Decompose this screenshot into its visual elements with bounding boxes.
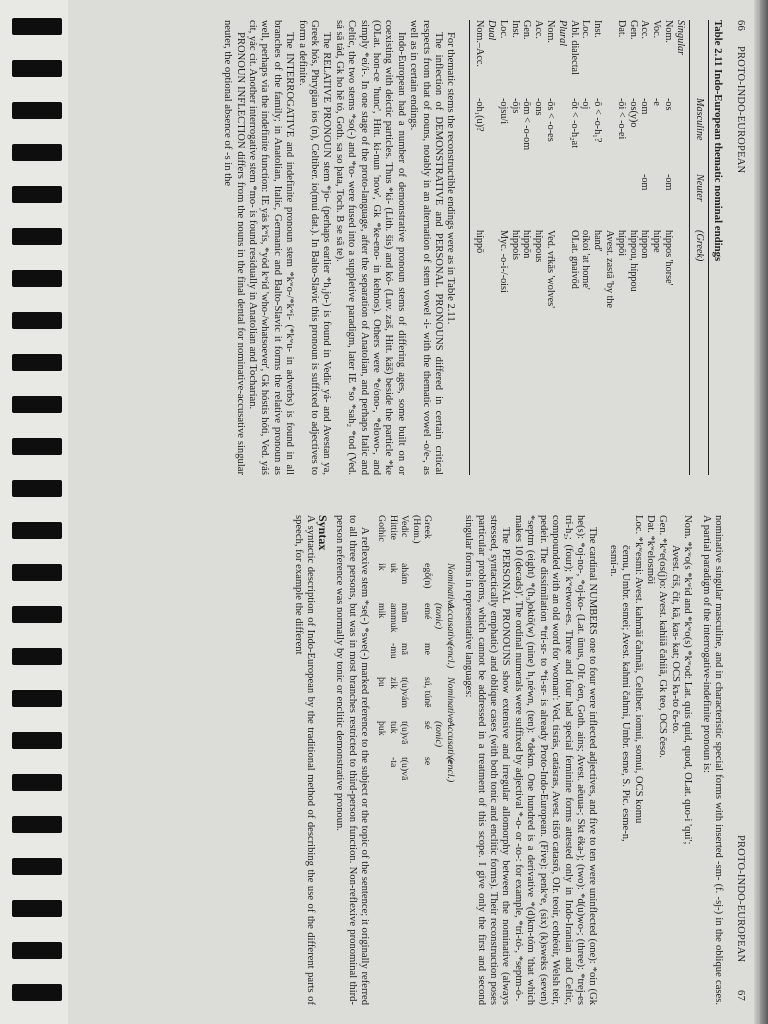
binding-coil bbox=[12, 354, 62, 371]
pronoun-header: Accusative (tonic) bbox=[433, 721, 456, 764]
table-cell: Abl. dialectal bbox=[568, 20, 580, 75]
paradigm-line: Nom. *kʷo(s *kʷid and *kʷo(s) *kʷod: Lat. quis quid, quod, OLat. quo-i 'qui'; bbox=[682, 515, 694, 845]
table-cell: Nom.–Acc. bbox=[474, 20, 486, 67]
table-cell: -os bbox=[663, 98, 674, 111]
binding-coil bbox=[12, 144, 62, 161]
pronoun-header: (encl.) bbox=[444, 643, 456, 669]
table-cell: mik bbox=[376, 603, 388, 619]
table-cell: Hittite bbox=[387, 515, 399, 541]
table-cell: híppōn bbox=[521, 230, 533, 259]
table-cell bbox=[509, 174, 521, 230]
section-heading-syntax: Syntax bbox=[315, 515, 330, 551]
table-cell: -ōm < -o-om bbox=[521, 98, 533, 151]
table-cell: Inst. bbox=[509, 20, 521, 38]
table-cell: hand' bbox=[592, 230, 604, 252]
binding-coil bbox=[12, 480, 62, 497]
table-cell: híppou, híppou bbox=[627, 230, 639, 292]
binding-coil bbox=[12, 18, 62, 35]
table-cell: egṓ(n) bbox=[422, 563, 434, 589]
table-cell: Vedic bbox=[399, 515, 411, 538]
page-edge-shadow bbox=[760, 0, 768, 1024]
table-row bbox=[473, 20, 485, 475]
right-running-head: PROTO-INDO-EUROPEAN bbox=[735, 835, 746, 963]
binding-coil bbox=[12, 522, 62, 539]
table-cell: zik bbox=[387, 677, 399, 689]
table-row bbox=[497, 20, 509, 475]
table-cell: mām bbox=[399, 603, 411, 623]
table-cell: se bbox=[422, 757, 434, 766]
right-page-number: 67 bbox=[735, 990, 746, 1001]
binding-coil bbox=[12, 774, 62, 791]
paradigm-line: Gen. *kʷe(os(j)o: Avest. kahiiā čahiiā, Gk teo, OCS česo. bbox=[657, 515, 669, 758]
table-cell: -ōs < -o-es bbox=[545, 98, 557, 142]
table-cell: Gen. bbox=[521, 20, 533, 40]
table-cell: ammuk bbox=[387, 603, 399, 633]
body-paragraph: A reflexive stem *se(-) *swe(-) marked reference to the subject or the topic of the sentence; it originally referred to all three persons, but was in most branches restricted to third-person function. Non-reflexive pronominal third-person reference was normally by tonic or enclitic demonstrative pronoun. bbox=[334, 515, 371, 1005]
paradigm-line: Avest. čiš, čit, kā, kas- kat; OCS kъ-to čь-to. bbox=[669, 545, 681, 734]
table-cell: -mu bbox=[387, 643, 399, 659]
table-cell: Gen. bbox=[627, 20, 639, 40]
table-cell: -ojsu/i bbox=[497, 98, 509, 125]
binding-coil bbox=[12, 102, 62, 119]
table-cell: Voc. bbox=[651, 20, 663, 39]
body-paragraph: The INTERROGATIVE and indefinite pronoun stem *kʷo-/*kʷi- (*kʷu- in adverbs) is found in all branches of the family; in Anatolian, Italic, Germanic and Balto-Slavic it forms the relative pronoun as well, perhaps via the indefinite function: IE yás kʷís, *yód kʷíd 'who-/whatsoever', Gk hóstis hóti, Ved. yáś cit, yác cit. Another interrogative stem *mo- is found residually in Anatolian and Tocharian. bbox=[246, 20, 296, 475]
table-cell: híppos 'horse' bbox=[663, 230, 674, 286]
table-cell: Ved. vŕkās 'wolves' bbox=[545, 230, 557, 309]
binding-coil bbox=[12, 396, 62, 413]
body-paragraph: nominative singular masculine, and in characteristic special forms with inserted -sm- (f. -sj-) in the oblique cases. A partial paradigm of the interrogative-indefinite pronoun is: bbox=[700, 515, 724, 1005]
table-caption: Table 2.11 Indo-European thematic nominal endings bbox=[712, 20, 724, 262]
binding-coil bbox=[12, 312, 62, 329]
table-row bbox=[376, 515, 387, 1005]
table-row bbox=[591, 20, 603, 475]
left-running-head: PROTO-INDO-EUROPEAN bbox=[735, 46, 746, 174]
table-cell: -ōi < -o-ei bbox=[615, 98, 627, 140]
body-paragraph: The cardinal NUMBERS one to four were inflected adjectives, and five to ten were uninflected (one): *oin (Gk he(s): *oj-no-, *oj-ko- (Lat. ūnus, OIr. óen, Goth. ains; Avest. aēuua-; Skt éka-); (two): *d(u)wo-; (three): *trej-es tri-h₂; (four); kʷetwor-es. Three and four had special feminine forms attested only in Indo-Iranian and Celtic, compounded with an old word for 'woman': Ved. tisrás, catásras, Avest. tišrō catasrō, OIr. teoir, cethéoir, Welsh teir, pedeir. The dissimilation *tri-sr- to *ti-sr- is already Proto-Indo-European. (Five): penkʷe, (six) (k)sweks (seven) *septm (eight) *(h₃)oktō(w) (nine) h₁néwn, (ten): *dekm. One hundred is a derivative *(d)km-tóm 'that which makes 10 (decads)'. The ordinal numerals were suffixed by adjectival *-o- or -to-: for example, *tri-tó-, *septm-ó-. bbox=[512, 515, 599, 1005]
binding-coil bbox=[12, 60, 62, 77]
table-header bbox=[693, 20, 705, 98]
binding-coil bbox=[12, 732, 62, 749]
paradigm-line: Dat. *kʷelosmōi bbox=[644, 515, 656, 585]
table-cell: Inst. bbox=[592, 20, 604, 38]
table-row bbox=[615, 20, 627, 475]
table-cell: mā bbox=[399, 643, 411, 655]
paradigm-line: čemu, Umbr. esmei; Avest. kahmi čahmi, Umbr. esme, S. Pic. esme-n, bbox=[620, 545, 632, 842]
table-row bbox=[521, 20, 533, 475]
binding-coil bbox=[12, 438, 62, 455]
binding-coil bbox=[12, 984, 62, 1001]
body-paragraph: The inflection of DEMONSTRATIVE and PERSONAL PRONOUNS differed in certain critical respects from that of nouns, notably in an alternation of stem vowel -i- with the thematic vowel -o/e-, as well as in certain endings. bbox=[408, 20, 445, 475]
table-cell: Myc. -o-i-/-oisi bbox=[497, 230, 509, 293]
table-header: Neuter bbox=[693, 174, 705, 202]
table-cell bbox=[376, 643, 387, 677]
table-cell: uk bbox=[387, 563, 399, 573]
table-cell bbox=[568, 174, 580, 230]
table-row bbox=[568, 20, 580, 475]
table-cell: híppōi bbox=[615, 230, 627, 257]
table-cell bbox=[473, 174, 485, 230]
table-cell: ik bbox=[376, 563, 388, 571]
table-cell: -ons bbox=[533, 98, 545, 116]
table-cell: -om bbox=[639, 98, 651, 115]
binding-coil bbox=[12, 228, 62, 245]
table-cell bbox=[591, 174, 603, 230]
binding-coil bbox=[12, 690, 62, 707]
table-cell bbox=[615, 174, 627, 230]
table-cell: Avest. zastā 'by the bbox=[604, 230, 616, 309]
table-cell: me bbox=[422, 643, 434, 655]
table-row bbox=[627, 20, 639, 475]
binding-coil bbox=[12, 270, 62, 287]
table-cell: tuk bbox=[387, 721, 399, 734]
table-cell bbox=[532, 174, 544, 230]
table-bottom-rule bbox=[469, 20, 470, 475]
table-cell: -ōjs bbox=[509, 98, 521, 114]
pronoun-table-rows bbox=[376, 515, 433, 1005]
table-row bbox=[509, 20, 521, 475]
binding-coil bbox=[12, 648, 62, 665]
pronoun-table-header bbox=[433, 515, 456, 1005]
paradigm-line: Loc. *kʷesmi: Avest. kahmāi čahmāi, Celtiber. iomui, somui, OCS komu bbox=[632, 515, 644, 824]
pronoun-header bbox=[433, 515, 456, 563]
table-cell: þu bbox=[376, 677, 388, 687]
table-cell bbox=[544, 174, 556, 230]
table-cell bbox=[497, 174, 509, 230]
table-header: Masculine bbox=[693, 98, 705, 141]
table-cell bbox=[627, 174, 639, 230]
pronoun-header: (encl.) bbox=[444, 757, 456, 783]
table-cell: Nom. bbox=[663, 20, 674, 43]
body-paragraph: The PERSONAL PRONOUNS show extensive and irregular allomorphy between the nominative (always stressed, syntactically emphatic) and oblique cases (with both tonic and enclitic forms). Their reconstruction poses particular problems, which cannot be addressed in a treatment of this scope. I give only the first and second singular forms in representative languages: bbox=[463, 515, 512, 1005]
table-cell: -ta bbox=[387, 757, 399, 768]
table-cell: -e bbox=[651, 98, 663, 106]
table-singular-rows bbox=[568, 20, 674, 475]
table-row bbox=[580, 20, 592, 475]
table-cell bbox=[580, 174, 592, 230]
table-cell: híppō bbox=[474, 230, 486, 254]
table-cell: Loc. bbox=[497, 20, 509, 39]
table-cell: ahám bbox=[399, 563, 411, 585]
table-plural-rows bbox=[497, 20, 556, 475]
binding-coil bbox=[12, 606, 62, 623]
table-row bbox=[399, 515, 410, 1005]
table-cell: emé bbox=[422, 603, 434, 620]
table-cell: híppe bbox=[651, 230, 663, 253]
pronoun-header: Nominative bbox=[444, 563, 456, 609]
binding-coil bbox=[12, 564, 62, 581]
table-row bbox=[532, 20, 544, 475]
table-row bbox=[639, 20, 651, 475]
table-cell bbox=[650, 174, 662, 230]
body-paragraph: PRONOUN INFLECTION differs from the nouns in the final dental for nominative-accusative singular neuter, the optional absence of -s in the bbox=[222, 20, 246, 475]
table-cell: OLat. gnaivōd bbox=[568, 230, 580, 289]
table-cell: sé bbox=[422, 721, 434, 730]
table-cell: -ōt < -o-h₂at bbox=[568, 98, 580, 149]
paradigm-line: esmí-n. bbox=[607, 545, 619, 577]
table-section-label: Plural bbox=[556, 20, 568, 47]
table-row bbox=[410, 515, 433, 1005]
table-cell: sú, túnē bbox=[422, 677, 434, 708]
table-dual-rows bbox=[473, 20, 485, 475]
table-cell: þuk bbox=[376, 721, 388, 736]
binding-coil bbox=[12, 816, 62, 833]
table-row bbox=[387, 515, 398, 1005]
binding-coil bbox=[12, 900, 62, 917]
binding-coil bbox=[12, 186, 62, 203]
table-cell: Loc. bbox=[580, 20, 592, 39]
table-header-rule bbox=[689, 20, 690, 475]
left-page-number: 66 bbox=[735, 20, 746, 31]
table-cell: -om bbox=[663, 174, 674, 191]
table-cell bbox=[603, 20, 615, 98]
table-cell bbox=[521, 174, 533, 230]
pronoun-header: Accusative (tonic) bbox=[433, 603, 456, 646]
table-header: (Greek) bbox=[693, 230, 705, 262]
table-cell: Dat. bbox=[615, 20, 627, 38]
table-cell: -ō < -o-h₁? bbox=[592, 98, 604, 143]
binding-coil bbox=[12, 942, 62, 959]
table-row bbox=[662, 20, 674, 475]
table-cell bbox=[603, 98, 615, 174]
binding-coil bbox=[12, 858, 62, 875]
pronoun-header: Nominative bbox=[444, 677, 456, 723]
body-paragraph: The RELATIVE PRONOUN stem *jo- (perhaps earlier *h₁jo-) is found in Vedic yá- and Avestan ya, Greek hós, Phrygian ios (n), Celtiber. io(mui dat.). In Balto-Slavic this pronoun is suffixed to adjectives to form a definite. bbox=[296, 20, 333, 475]
table-cell: t(u)vā bbox=[399, 721, 411, 745]
table-top-rule bbox=[708, 20, 709, 475]
table-cell: híppon bbox=[639, 230, 651, 259]
table-cell: Acc. bbox=[639, 20, 651, 39]
table-header-row bbox=[693, 20, 705, 475]
table-cell bbox=[376, 757, 387, 1005]
table-cell: híppous bbox=[533, 230, 545, 263]
table-cell: t(u)vā bbox=[399, 757, 411, 781]
table-cell: -os(y)o bbox=[627, 98, 639, 128]
body-paragraph: For thematic stems the reconstructible endings were as in Table 2.11. bbox=[445, 32, 457, 325]
body-paragraph: Indo-European had a number of demonstrative pronoun stems of differing ages, some built on or coexisting with deictic particles. Thus *ki- (Lith. šis) and kó- (Luv. zaš, Hitt. kāš) beside the particle *ke (OLat. hon-ce 'hunc', Hitt. ki-nun 'now', Gk *ke-eno- in kehnos). Others were *e/ono-, *elowo-, and simply *ei/i-. In one stage of the proto-language, after the separation of Anatolian, and perhaps Italic and Celtic, the two stems *so(-) and *to- were fused into a suppletive paradigm, later IE *so *sah₂ *tod (Ved. sá sā tád, Gk ho hē tó, Goth. sa so þata, Toch. B se sā te). bbox=[333, 20, 407, 475]
table-cell: -oj bbox=[580, 98, 592, 110]
left-column bbox=[221, 20, 724, 475]
table-cell: Gothic bbox=[376, 515, 388, 542]
body-paragraph: A syntactic description of Indo-European by the traditional method of describing the use of the different parts of speech, for example the different bbox=[293, 515, 317, 1005]
table-cell: oíkoi 'at home' bbox=[580, 230, 592, 290]
table-row bbox=[603, 20, 615, 475]
table-cell: -om bbox=[639, 174, 651, 191]
page-edge-gradient bbox=[754, 0, 760, 1024]
table-cell: Acc. bbox=[533, 20, 545, 39]
table-cell bbox=[603, 174, 615, 230]
table-cell: Greek (Hom.) bbox=[410, 515, 434, 544]
table-row bbox=[544, 20, 556, 475]
right-column bbox=[292, 515, 724, 1005]
table-section-label: Dual bbox=[486, 20, 498, 41]
table-cell: t(u)vám bbox=[399, 677, 411, 709]
table-cell: -oh₁(u)? bbox=[474, 98, 486, 132]
table-section-label: Singular bbox=[674, 20, 686, 56]
table-cell: Nom. bbox=[545, 20, 557, 43]
table-cell: híppois bbox=[509, 230, 521, 261]
table-row bbox=[650, 20, 662, 475]
